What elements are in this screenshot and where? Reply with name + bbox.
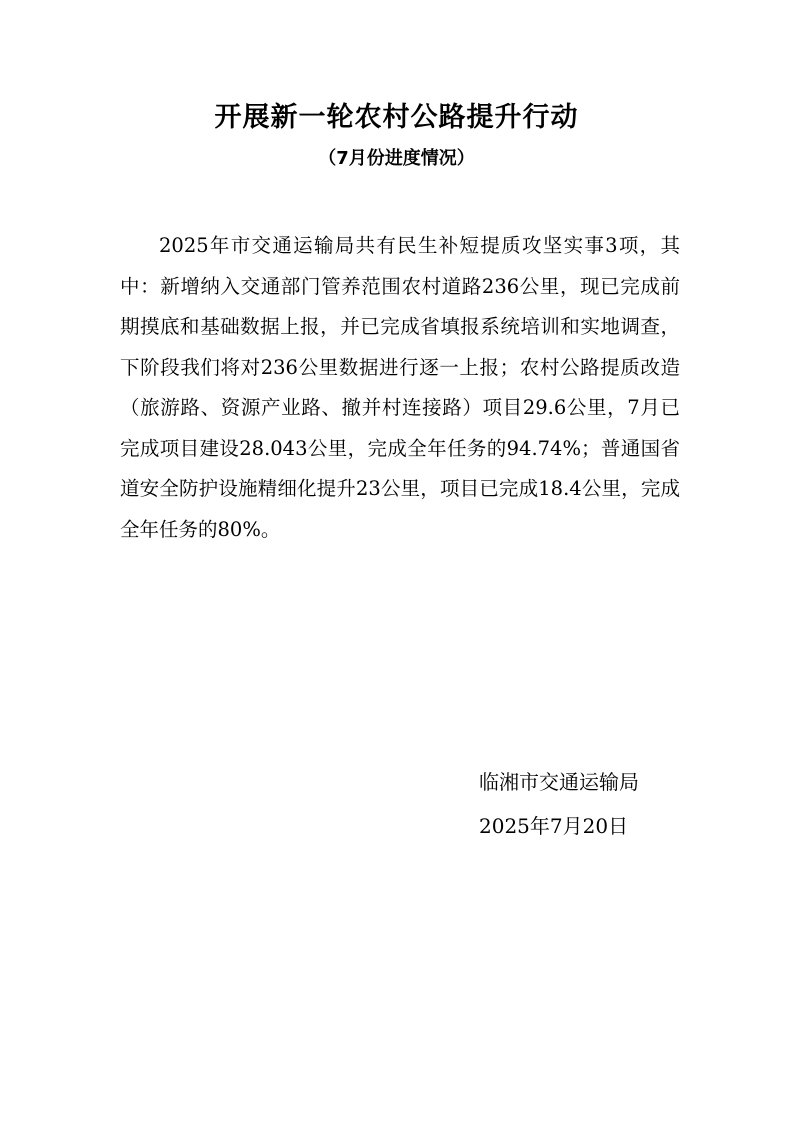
body-paragraph: 2025年市交通运输局共有民生补短提质攻坚实事3项，其中：新增纳入交通部门管养范围农村道路236公里，现已完成前期摸底和基础数据上报，并已完成省填报系统培训和实地调查，下阶段我们将对236公里数据进行逐一上报；农村公路提质改造（旅游路、资源产业路、撤并村连接路）项目29.6公里，7月已完成项目建设28.043公里，完成全年任务的94.74%；普通国省道安全防护设施精细化提升23公里，项目已完成18.4公里，完成全年任务的80%。	[120, 234, 680, 541]
signature-date: 2025年7月20日	[479, 814, 629, 838]
document-subtitle: （7月份进度情况）	[318, 148, 475, 169]
signature-organization: 临湘市交通运输局	[479, 770, 639, 794]
document-title: 开展新一轮农村公路提升行动	[214, 102, 579, 133]
